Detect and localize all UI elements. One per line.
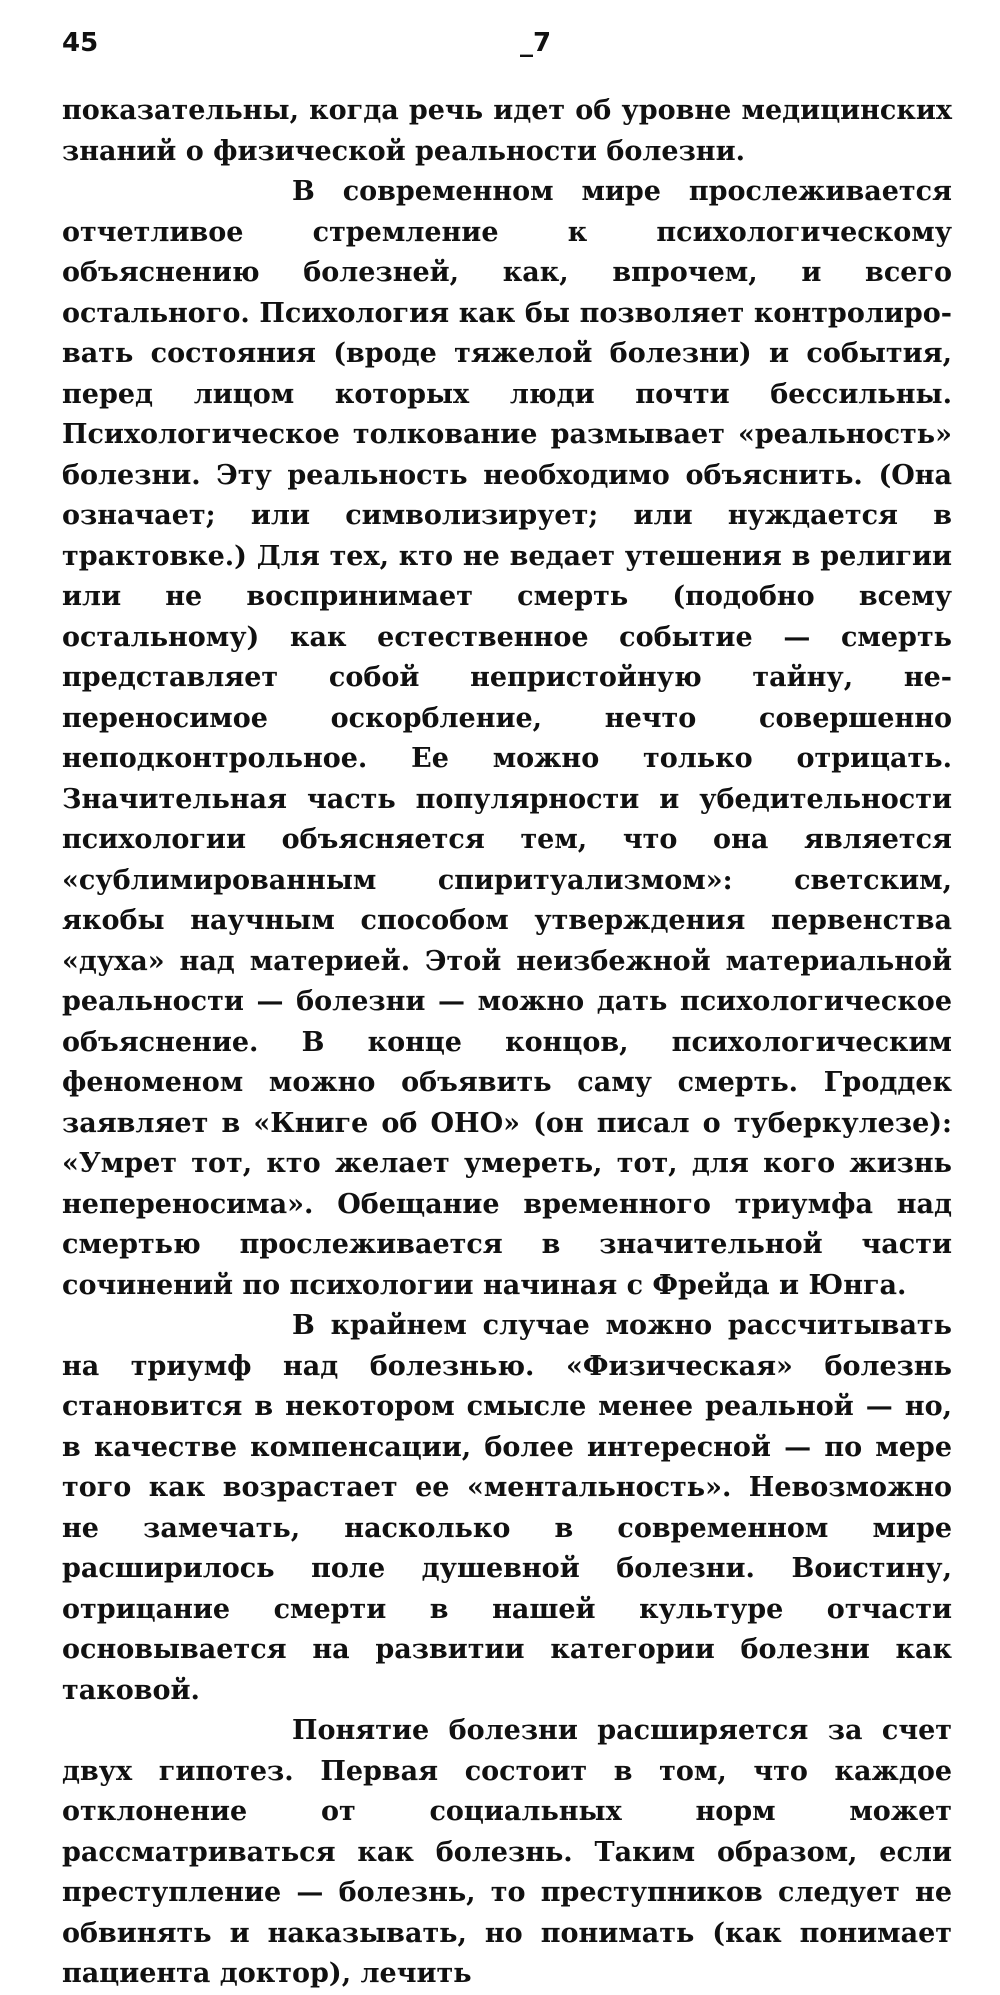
page-number: 45 [62,28,99,58]
paragraph: В современном мире прослеживается отчетливое стремление к психологическому объяснению болезней, как, впрочем, и всего остального. Психология как бы позволяет контролировать состояния (вроде тяжелой болезни) и события, перед лицом которых люди почти бессильны. Психологическое толкование размывает «реальность» болезни. Эту реальность необходимо объяснить. (Она означает; или символизирует; или нуждается в трактовке.) Для тех, кто не ведает утешения в религии или не воспринимает смерть (подобно всему остальному) как естественное событие — смерть представляет собой непристойную тайну, непереносимое оскорбление, нечто совершенно неподконтрольное. Ее можно только отрицать. Значительная часть популярности и убедительности психологии объясняется тем, что она является «сублимированным спиритуализмом»: светским, якобы научным способом утверждения первенства «духа» над материей. Этой неизбежной материальной реальности — болезни — можно дать психологическое объяснение. В конце концов, психологическим феноменом можно объявить саму смерть. Гроддек заявляет в «Книге об ОНО» (он писал о туберкулезе): «Умрет тот, кто желает умереть, тот, для кого жизнь непереносима». Обещание временного триумфа над смертью прослеживается в значительной части сочинений по психологии начиная с Фрейда и Юнга. [62,176,952,1301]
page-header [62,28,948,68]
running-mark: _7 [520,28,552,58]
paragraph: Понятие болезни расширяется за счет двух гипотез. Первая состоит в том, что каждое отклонение от социальных норм может рассматриваться как болезнь. Таким образом, если преступление — болезнь, то преступников следует не обвинять и наказывать, но понимать (как понимает пациента доктор), лечить [62,1715,952,1989]
body-text [62,91,952,1995]
paragraph-continued: показательны, когда речь идет об уровне медицинских знаний о физической реальности болезни. [62,95,952,167]
paragraph: В крайнем случае можно рассчитывать на триумф над болезнью. «Физическая» болезнь становится в некотором смысле менее реальной — но, в качестве компенсации, более интересной — по мере того как возрастает ее «ментальность». Невозможно не замечать, насколько в современном мире расширилось поле душевной болезни. Воистину, отрицание смерти в нашей культуре отчасти основывается на развитии категории болезни как таковой. [62,1310,952,1706]
